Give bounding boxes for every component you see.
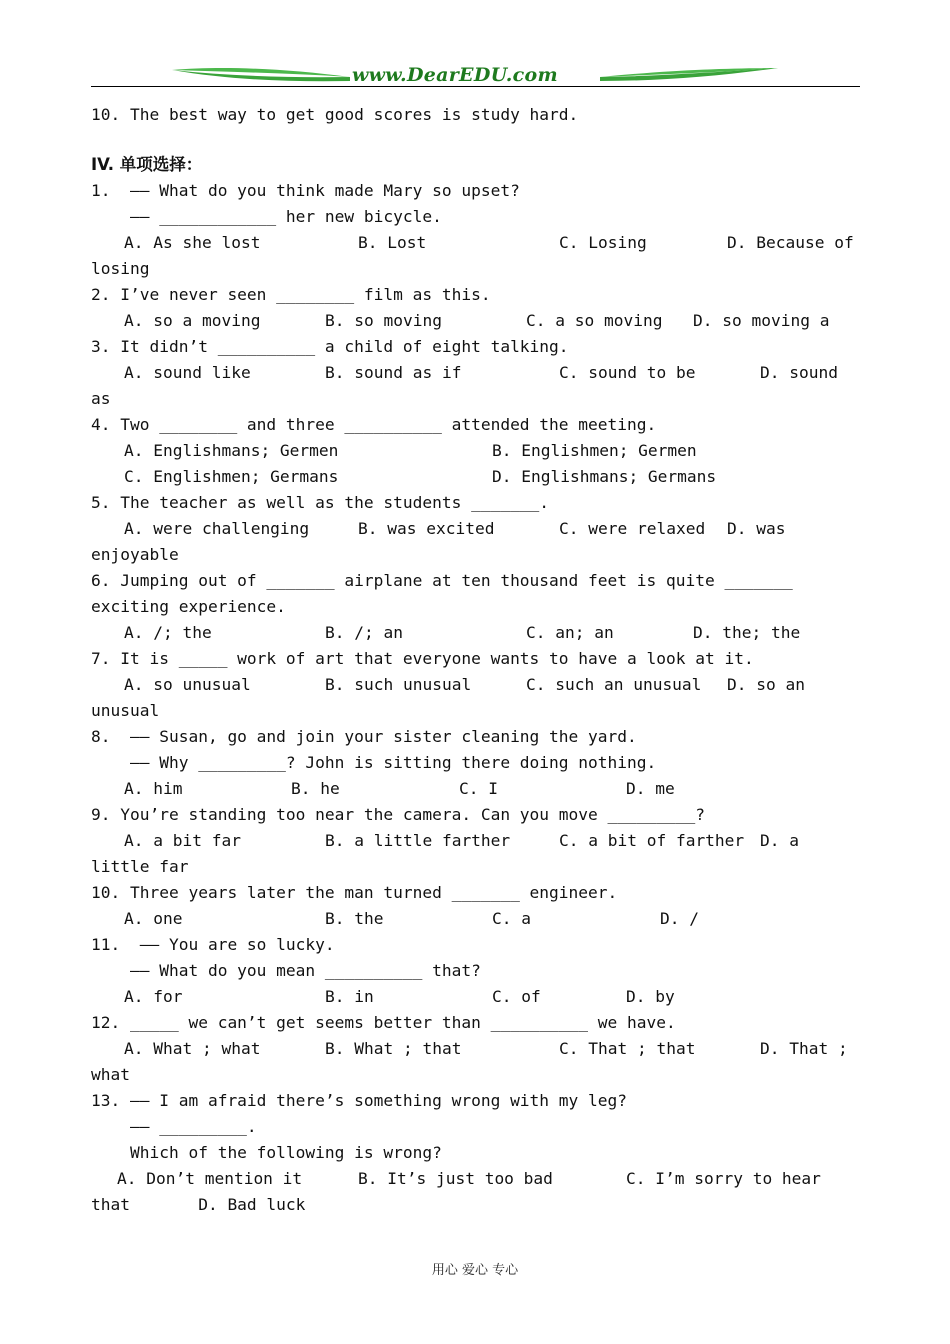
answer-option: D. a xyxy=(760,831,799,850)
question-line: —— Why _________? John is sitting there doing nothing. xyxy=(91,753,657,772)
answer-option: C. I’m sorry to hear xyxy=(626,1169,821,1188)
answer-option: B. /; an xyxy=(325,623,403,642)
answer-option: B. Lost xyxy=(358,233,427,252)
question-line: —— _________. xyxy=(91,1117,257,1136)
answer-option: C. a so moving xyxy=(526,311,663,330)
answer-option: B. he xyxy=(291,779,340,798)
answer-option: C. such an unusual xyxy=(526,675,702,694)
answer-option: A. As she lost xyxy=(124,233,261,252)
answer-option: B. Englishmen; Germen xyxy=(492,441,697,460)
options-row xyxy=(91,438,861,464)
answer-option: A. /; the xyxy=(124,623,212,642)
options-row xyxy=(91,828,861,854)
answer-option: D. / xyxy=(660,909,699,928)
question-line: what xyxy=(91,1065,130,1084)
answer-option: B. such unusual xyxy=(325,675,472,694)
answer-option: D. sound xyxy=(760,363,838,382)
answer-option: A. for xyxy=(124,987,183,1006)
answer-option: D. me xyxy=(626,779,675,798)
header-divider xyxy=(91,86,860,87)
question-line: Which of the following is wrong? xyxy=(91,1143,442,1162)
answer-option: D. so moving a xyxy=(693,311,830,330)
question-line: 5. The teacher as well as the students _______. xyxy=(91,493,550,512)
answer-option: B. was excited xyxy=(358,519,495,538)
answer-option: C. That ; that xyxy=(559,1039,696,1058)
question-line: 12. _____ we can’t get seems better than __________ we have. xyxy=(91,1013,676,1032)
question-line: losing xyxy=(91,259,150,278)
options-row xyxy=(91,620,861,646)
answer-option: D. by xyxy=(626,987,675,1006)
answer-option: D. Englishmans; Germans xyxy=(492,467,717,486)
answer-option: C. a xyxy=(492,909,531,928)
answer-option: C. of xyxy=(492,987,541,1006)
answer-option: A. so a moving xyxy=(124,311,261,330)
answer-option: A. What ; what xyxy=(124,1039,261,1058)
question-line: unusual xyxy=(91,701,160,720)
answer-option: B. a little farther xyxy=(325,831,511,850)
page-header xyxy=(0,0,950,95)
answer-option: A. sound like xyxy=(124,363,251,382)
options-row xyxy=(91,672,861,698)
options-row xyxy=(91,464,861,490)
answer-option: B. sound as if xyxy=(325,363,462,382)
question-line: 4. Two ________ and three __________ attended the meeting. xyxy=(91,415,657,434)
answer-option: B. What ; that xyxy=(325,1039,462,1058)
answer-option: A. Don’t mention it xyxy=(117,1169,303,1188)
answer-option: D. the; the xyxy=(693,623,801,642)
answer-option: C. Losing xyxy=(559,233,647,252)
answer-option: B. the xyxy=(325,909,384,928)
answer-option: C. sound to be xyxy=(559,363,696,382)
options-row xyxy=(91,308,861,334)
options-row xyxy=(91,1036,861,1062)
question-line: little far xyxy=(91,857,189,876)
question-line: that D. Bad luck xyxy=(91,1195,306,1214)
answer-option: A. Englishmans; Germen xyxy=(124,441,339,460)
answer-option: B. in xyxy=(325,987,374,1006)
question-line: 7. It is _____ work of art that everyone wants to have a look at it. xyxy=(91,649,754,668)
question-line: —— ____________ her new bicycle. xyxy=(91,207,442,226)
question-line: as xyxy=(91,389,111,408)
question-line: 10. Three years later the man turned _______ engineer. xyxy=(91,883,618,902)
answer-option: C. I xyxy=(459,779,498,798)
answer-option: D. was xyxy=(727,519,786,538)
answer-option: D. so an xyxy=(727,675,805,694)
options-row xyxy=(91,984,861,1010)
answer-option: A. so unusual xyxy=(124,675,251,694)
answer-option: C. Englishmen; Germans xyxy=(124,467,339,486)
section-title: IV. 单项选择： xyxy=(91,155,203,174)
answer-option: C. were relaxed xyxy=(559,519,706,538)
question-line: 3. It didn’t __________ a child of eight talking. xyxy=(91,337,569,356)
answer-option: C. an; an xyxy=(526,623,614,642)
logo-text[interactable]: www.DearEDU.com xyxy=(352,64,558,86)
question-line: 1. —— What do you think made Mary so upset? xyxy=(91,181,520,200)
options-row xyxy=(91,230,861,256)
answer-option: A. a bit far xyxy=(124,831,241,850)
page-footer: 用心 爱心 专心 xyxy=(431,1263,519,1278)
answer-option: B. It’s just too bad xyxy=(358,1169,553,1188)
question-line: enjoyable xyxy=(91,545,179,564)
options-row xyxy=(91,1166,861,1192)
question-line: exciting experience. xyxy=(91,597,286,616)
question-line: 11. —— You are so lucky. xyxy=(91,935,335,954)
question-line: —— What do you mean __________ that? xyxy=(91,961,481,980)
answer-option: C. a bit of farther xyxy=(559,831,745,850)
answer-option: D. That ; xyxy=(760,1039,848,1058)
options-row xyxy=(91,776,861,802)
answer-option: B. so moving xyxy=(325,311,442,330)
question-line: 6. Jumping out of _______ airplane at ten thousand feet is quite _______ xyxy=(91,571,793,590)
answer-option: A. were challenging xyxy=(124,519,310,538)
question-line: 13. —— I am afraid there’s something wrong with my leg? xyxy=(91,1091,628,1110)
options-row xyxy=(91,516,861,542)
question-line: 2. I’ve never seen ________ film as this. xyxy=(91,285,491,304)
answer-option: A. him xyxy=(124,779,183,798)
options-row xyxy=(91,906,861,932)
options-row xyxy=(91,360,861,386)
question-line: 8. —— Susan, go and join your sister cleaning the yard. xyxy=(91,727,637,746)
answer-option: D. Because of xyxy=(727,233,854,252)
question-line: 9. You’re standing too near the camera. Can you move _________? xyxy=(91,805,705,824)
question-line: 10. The best way to get good scores is study hard. xyxy=(91,105,579,124)
answer-option: A. one xyxy=(124,909,183,928)
